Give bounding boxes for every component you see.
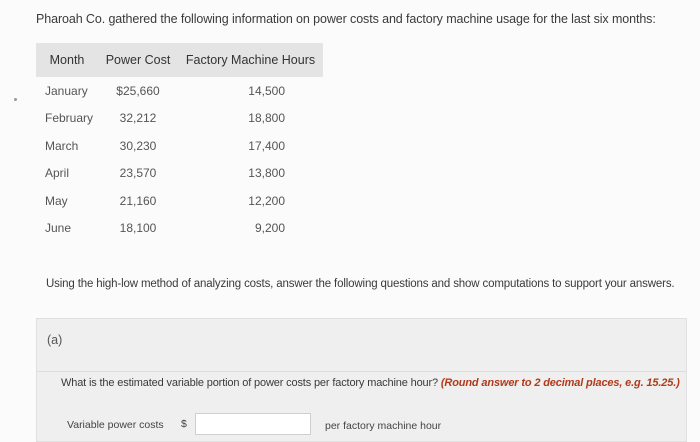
power-cost-cell: 30,230 (119, 138, 157, 153)
question-prompt: What is the estimated variable portion of power costs per factory machine hour? (61, 377, 439, 389)
month-cell: February (45, 111, 94, 126)
unit-label: per factory machine hour (325, 420, 442, 432)
table-row (36, 187, 323, 215)
question-part-a (36, 318, 687, 442)
part-label: (a) (47, 333, 63, 347)
table-row (36, 132, 323, 160)
table-row (36, 77, 323, 105)
month-cell: May (45, 193, 68, 208)
rounding-note: (Round answer to 2 decimal places, e.g. 15.25.) (440, 377, 680, 389)
month-cell: June (45, 221, 72, 236)
margin-dot (14, 98, 17, 101)
month-cell: April (45, 166, 70, 181)
month-cell: January (45, 83, 88, 98)
currency-symbol: $ (181, 418, 187, 430)
header-month: Month (36, 43, 98, 77)
answer-row (67, 411, 667, 441)
problem-intro: Pharoah Co. gathered the following information on power costs and factory machine usage for the last six months: (36, 12, 656, 26)
power-cost-cell: $25,660 (116, 83, 160, 98)
power-cost-cell: 18,100 (119, 221, 157, 236)
header-machine-hours: Factory Machine Hours (178, 43, 323, 77)
machine-hours-cell: 12,200 (248, 193, 285, 208)
part-divider (37, 371, 686, 372)
answer-label: Variable power costs (67, 419, 164, 431)
table-row (36, 160, 323, 188)
machine-hours-cell: 18,800 (248, 111, 285, 126)
variable-cost-input[interactable] (195, 413, 311, 435)
table-row (36, 105, 323, 133)
machine-hours-cell: 17,400 (248, 138, 285, 153)
table-row (36, 215, 323, 243)
power-cost-table (36, 43, 323, 242)
machine-hours-cell: 14,500 (248, 83, 285, 98)
machine-hours-cell: 13,800 (248, 166, 285, 181)
instructions-text: Using the high-low method of analyzing costs, answer the following questions and show computations to support your answers. (46, 278, 675, 290)
power-cost-cell: 32,212 (119, 111, 157, 126)
month-cell: March (45, 138, 79, 153)
power-cost-cell: 21,160 (119, 193, 157, 208)
table-header-row (36, 43, 323, 77)
header-power-cost: Power Cost (98, 43, 178, 77)
question-text (61, 377, 680, 389)
power-cost-cell: 23,570 (119, 166, 157, 181)
machine-hours-cell: 9,200 (254, 221, 285, 236)
